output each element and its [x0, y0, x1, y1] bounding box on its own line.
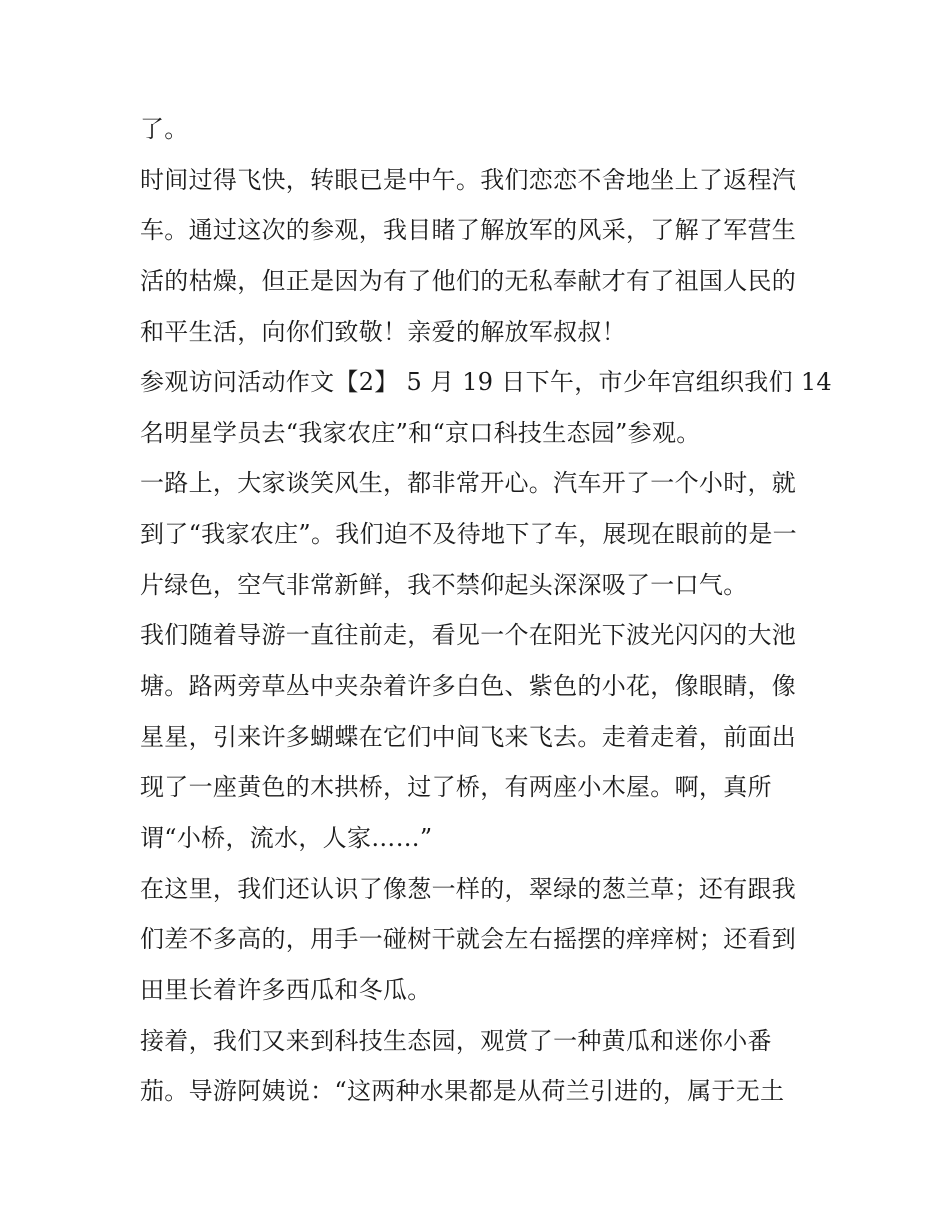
text-line: 车。通过这次的参观，我目睹了解放军的风采，了解了军营生: [140, 216, 797, 245]
text-line: 时间过得飞快，转眼已是中午。我们恋恋不舍地坐上了返程汽: [140, 165, 797, 194]
text-line: 到了“我家农庄”。我们迫不及待地下了车，展现在眼前的是一: [140, 520, 797, 549]
text-line: 茄。导游阿姨说：“这两种水果都是从荷兰引进的，属于无土: [140, 1077, 785, 1106]
text-line: 了。: [140, 115, 189, 143]
text-line: 名明星学员去“我家农庄”和“京口科技生态园”参观。: [140, 418, 701, 447]
text-line: 们差不多高的，用手一碰树干就会左右摇摆的痒痒树；还看到: [140, 925, 797, 954]
text-line: 星星，引来许多蝴蝶在它们中间飞来飞去。走着走着，前面出: [140, 722, 797, 751]
text-line: 参观访问活动作文【2】 5 月 19 日下午，市少年宫组织我们 14: [140, 368, 832, 397]
text-line: 一路上，大家谈笑风生，都非常开心。汽车开了一个小时，就: [140, 469, 797, 498]
text-line: 田里长着许多西瓜和冬瓜。: [140, 975, 432, 1004]
text-line: 活的枯燥，但正是因为有了他们的无私奉献才有了祖国人民的: [140, 266, 797, 295]
text-line: 塘。路两旁草丛中夹杂着许多白色、紫色的小花，像眼睛，像: [140, 672, 797, 701]
text-line: 谓“小桥，流水，人家……”: [140, 823, 433, 852]
document-body: [140, 104, 832, 1117]
text-line: 和平生活，向你们致敬！亲爱的解放军叔叔！: [140, 317, 626, 346]
text-line: 片绿色，空气非常新鲜，我不禁仰起头深深吸了一口气。: [140, 570, 748, 599]
text-line: 现了一座黄色的木拱桥，过了桥，有两座小木屋。啊，真所: [140, 773, 772, 802]
text-line: 接着，我们又来到科技生态园，观赏了一种黄瓜和迷你小番: [140, 1026, 772, 1055]
text-line: 在这里，我们还认识了像葱一样的，翠绿的葱兰草；还有跟我: [140, 874, 797, 903]
text-line: 我们随着导游一直往前走，看见一个在阳光下波光闪闪的大池: [140, 621, 797, 650]
